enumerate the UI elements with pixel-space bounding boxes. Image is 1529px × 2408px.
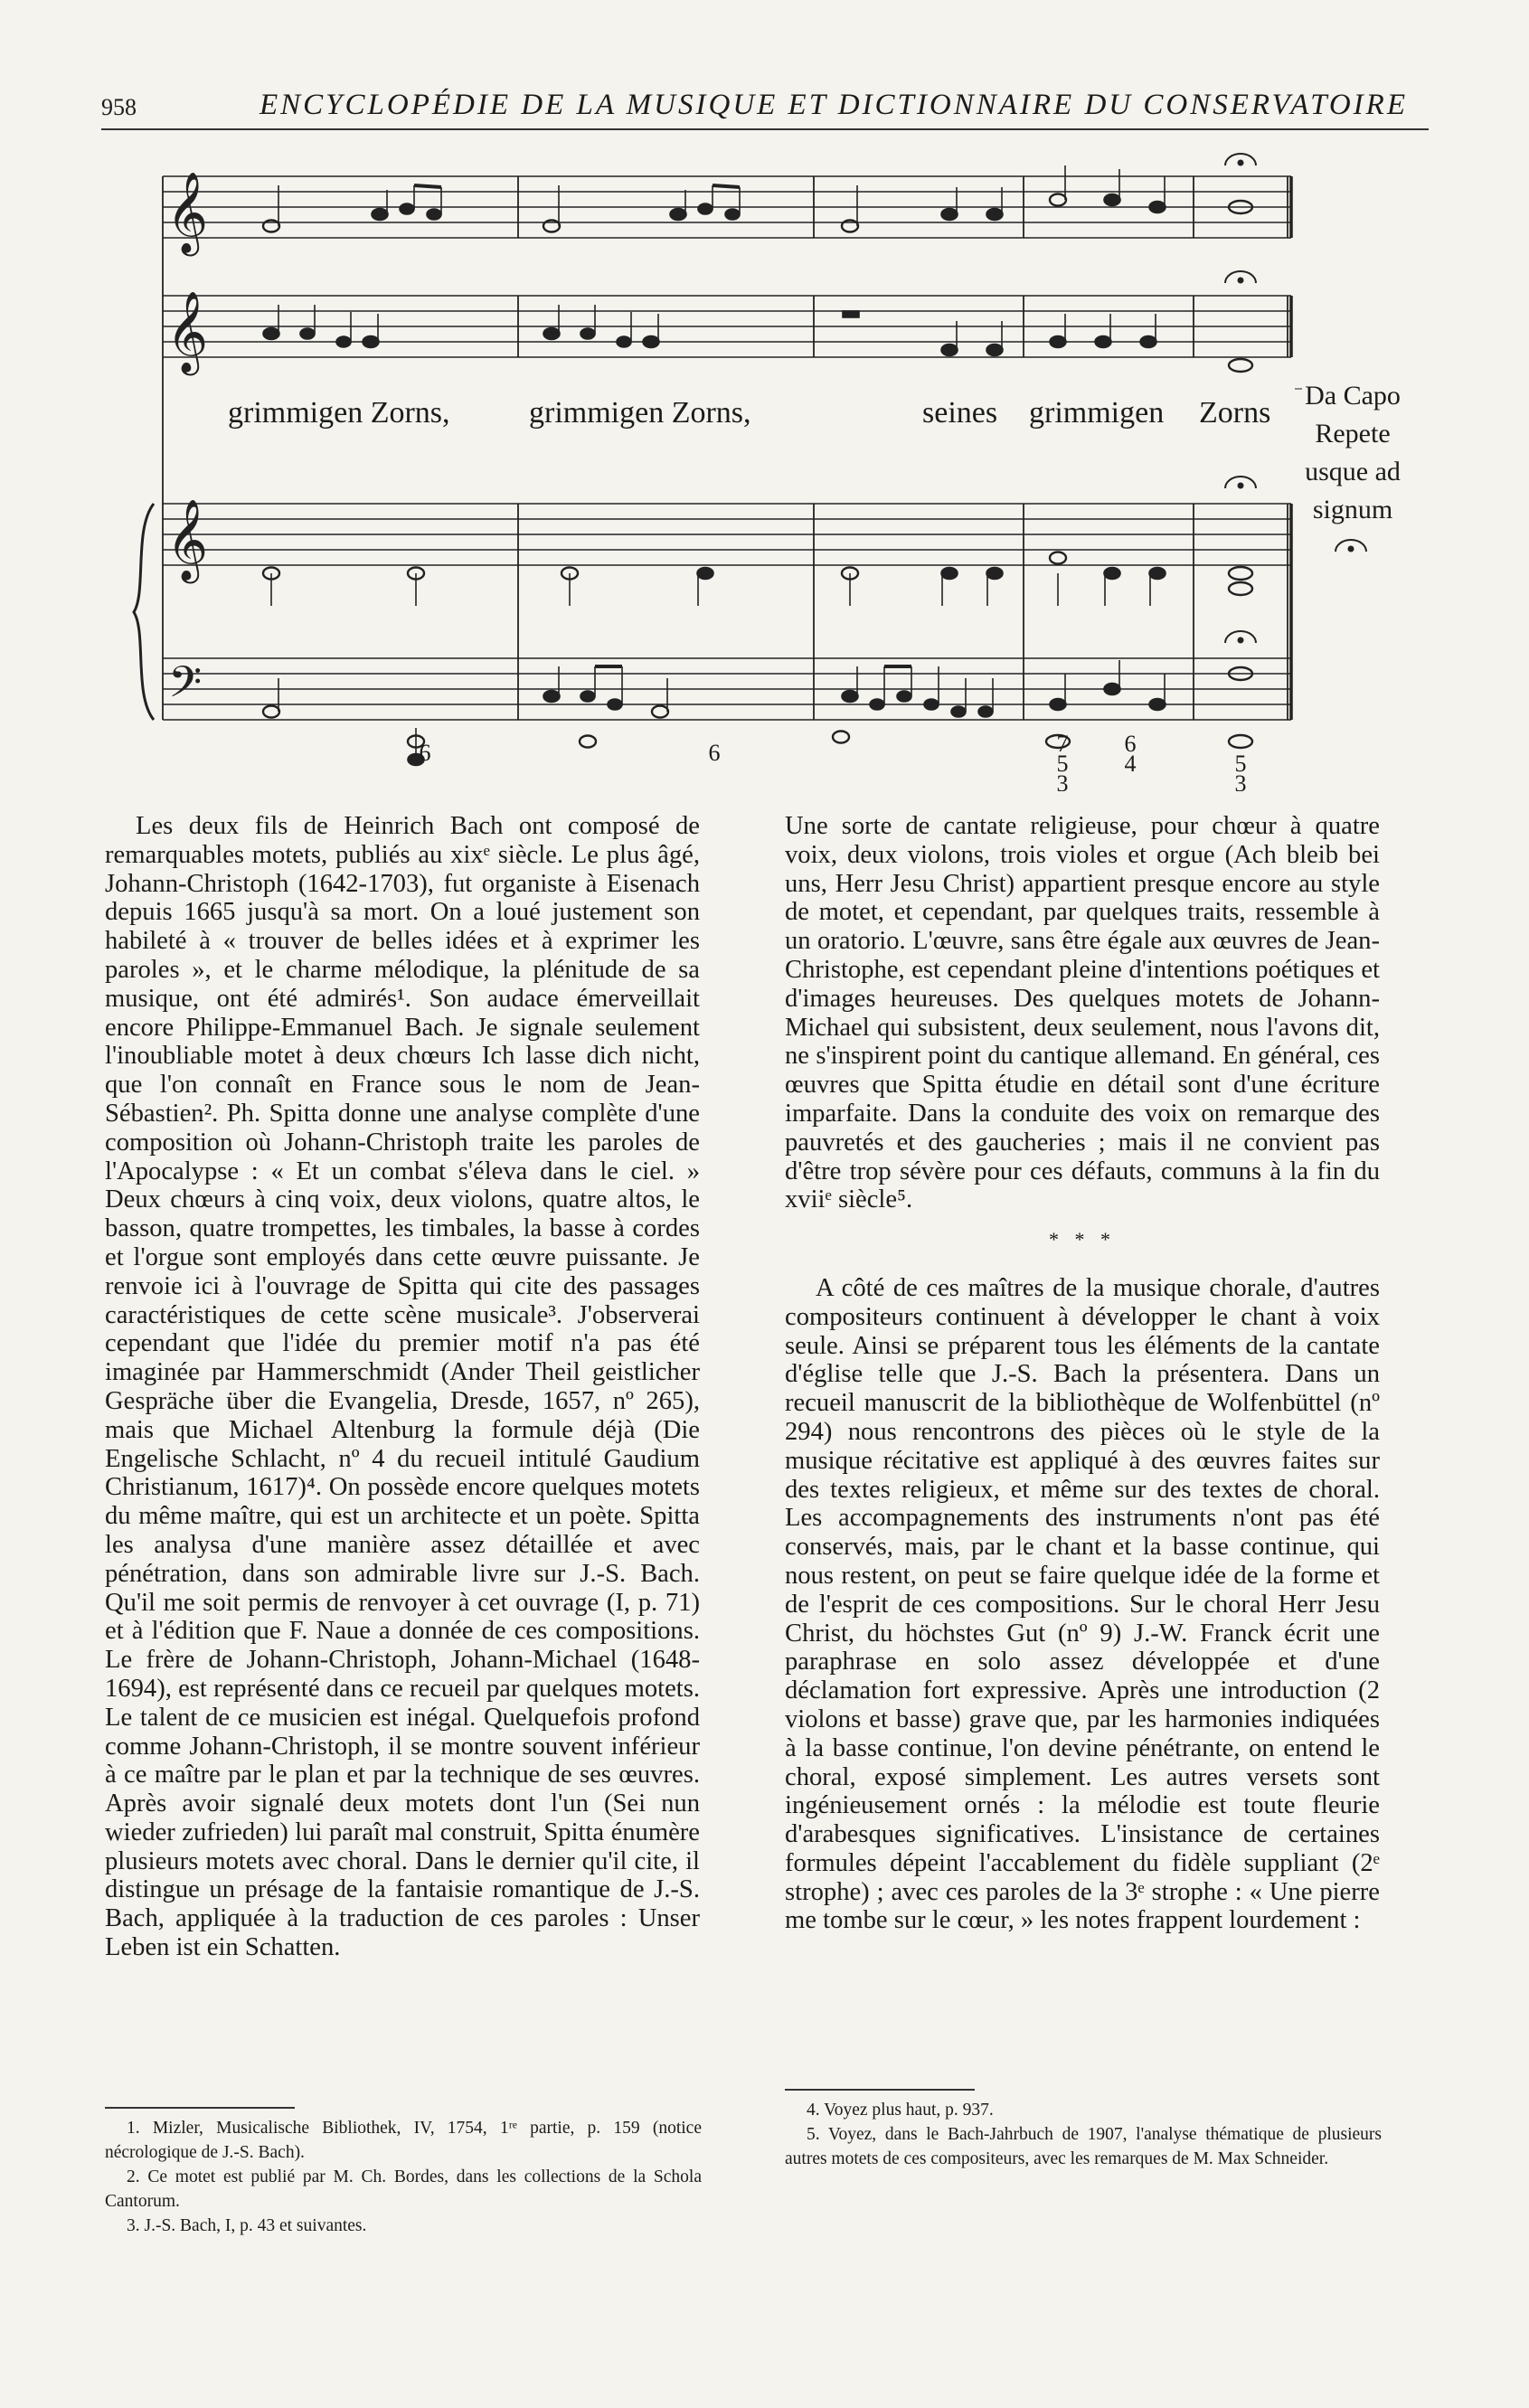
staff-voice — [163, 296, 1291, 357]
music-score — [127, 149, 1456, 791]
footnote: 5. Voyez, dans le Bach-Jahrbuch de 1907, l'analyse thématique de plusieurs autres motets de ces compositeurs, avec les remarques de M. Max Schneider. — [785, 2125, 1382, 2168]
footnote: 4. Voyez plus haut, p. 937. — [807, 2101, 994, 2120]
paragraph: A côté de ces maîtres de la musique chorale, d'autres compositeurs continuent à développer le chant à voix seule. Ainsi se préparent tous les éléments de la cantate d'église telle que J.-S. Bach la présentera. Dans un recueil manuscrit de la bibliothèque de Wolfenbüttel (nº 294) nous rencontrons des pièces où le style de la musique récitative est appliqué à des œuvres faites sur des textes religieux, et même sur des textes de choral. Les accompagnements des instruments n'ont pas été conservés, mais, par le chant et la basse continue, qui nous restent, on peut se faire quelque idée de la forme et de l'esprit de ces compositions. Sur le choral Herr Jesu Christ, du höchstes Gut (nº 9) J.-W. Franck écrit une paraphrase en solo assez développée et d'une déclamation fort expressive. Après une introduction (2 violons et basse) grave que, par les harmonies indiquées à la basse continue, l'on devine pénétrante, on entend le choral, exposé simplement. Les autres versets sont ingénieusement ornés : la mélodie est toute fleurie d'arabesques significatives. L'insistance de certaines formules dépeint l'accablement du fidèle suppliant (2ᵉ strophe) ; avec ces paroles de la 3ᵉ strophe : « Une pierre me tombe sur le cœur, » les notes frappent lourdement : — [785, 1273, 1380, 1935]
running-title: ENCYCLOPÉDIE DE LA MUSIQUE ET DICTIONNAIRE DU CONSERVATOIRE — [260, 89, 1408, 121]
lyric: grimmigen — [1029, 396, 1165, 430]
footnote: 2. Ce motet est publié par M. Ch. Bordes, dans les collections de la Schola Cantorum. — [105, 2167, 702, 2211]
lyric: grimmigen Zorns, — [529, 396, 751, 430]
paragraph: Les deux fils de Heinrich Bach ont composé de remarquables motets, publiés au xixᵉ siècle. Le plus âgé, Johann-Christoph (1642-1703), fut organiste à Eisenach depuis 1665 jusqu'à sa mort. On a loué justement son habileté à « trouver de belles idées et à exprimer les paroles », et le charme mélodique, la plénitude de sa musique, ont été admirés¹. Son audace émerveillait encore Philippe-Emmanuel Bach. Je signale seulement l'inoubliable motet à deux chœurs Ich lasse dich nicht, que l'on connaît en France sous le nom de Jean-Sébastien². Ph. Spitta donne une analyse complète d'une composition où Johann-Christoph traite les paroles de l'Apocalypse : « Et un combat s'éleva dans le ciel. » Deux chœurs à cinq voix, deux violons, quatre altos, le basson, quatre trompettes, les timbales, la basse à cordes et l'orgue sont employés dans cette œuvre puissante. Je renvoie ici à l'ouvrage de Spitta qui cite des passages caractéristiques de cette scène musicale³. J'observerai cependant que l'idée du premier motif n'a pas été imaginée par Hammerschmidt (Ander Theil geistlicher Gespräche über die Evangelia, Dresde, 1657, nº 265), mais que Michael Altenburg la formule déjà (Die Engelische Schlacht, nº 4 du recueil intitulé Gaudium Christianum, 1617)⁴. On possède encore quelques motets du même maître, qui est un architecte et un poète. Spitta les analysa d'une manière assez détaillée et avec pénétration, dans son admirable livre sur J.-S. Bach. Qu'il me soit permis de renvoyer à cet ouvrage (I, p. 71) et à l'édition que F. Naue a donnée de ces compositions. Le frère de Johann-Christoph, Johann-Michael (1648-1694), est représenté dans ce recueil par quelques motets. Le talent de ce musicien est inégal. Quelquefois profond comme Johann-Christoph, il se montre souvent inférieur à ce maître par le plan et par la technique de ses œuvres. Après avoir signalé deux motets dont l'un (Sei nun wieder zufrieden) lui paraît mal construit, Spitta énumère plusieurs motets avec choral. Dans le dernier qu'il cite, il distingue un présage de la fantaisie romantique de J.-S. Bach, appliquée à la traduction de ces paroles : Unser Leben ist ein Schatten. — [105, 812, 700, 1962]
footnote-rule — [105, 2107, 295, 2109]
figured-bass: 5 — [1056, 751, 1069, 777]
footnote-rule — [785, 2089, 975, 2091]
treble-clef-icon: 𝄞 — [166, 291, 209, 373]
paragraph: Une sorte de cantate religieuse, pour chœur à quatre voix, deux violons, trois violes et orgue (Ach bleib bei uns, Herr Jesu Christ) appartient presque encore au style de motet, et cependant, par quelques traits, ressemble à un oratorio. L'œuvre, sans être égale aux œuvres de Jean-Christophe, est cependant pleine d'intentions poétiques et d'images heureuses. Des quelques motets de Johann-Michael qui subsistent, deux seulement, nous l'avons dit, ne s'inspirent point du cantique allemand. En général, ces œuvres que Spitta étudie en détail sont d'une écriture imparfaite. Dans la conduite des voix on remarque des pauvretés et des gaucheries ; mais il ne convient pas d'être trop sévère pour ces défauts, communs à la fin du xviiᵉ siècle⁵. — [785, 812, 1380, 1214]
section-divider: * * * — [1049, 1228, 1116, 1251]
bass-clef-icon: 𝄢 — [168, 656, 203, 718]
treble-clef-icon: 𝄞 — [166, 172, 209, 253]
figured-bass: 3 — [1234, 770, 1247, 791]
figured-bass: 4 — [1124, 751, 1137, 777]
figured-bass: 6 — [708, 740, 721, 766]
footnotes-left — [105, 2116, 702, 2238]
running-header — [101, 87, 1429, 130]
direction-line: Da Capo — [1305, 381, 1401, 411]
lyric: Zorns — [1199, 396, 1271, 430]
footnotes-right — [785, 2098, 1382, 2171]
page-number: 958 — [101, 94, 137, 120]
staff-bass-keyboard — [163, 658, 1291, 720]
footnote: 3. J.-S. Bach, I, p. 43 et suivantes. — [127, 2216, 367, 2235]
left-column — [105, 812, 700, 1962]
figured-bass: 7 — [1056, 731, 1069, 757]
figured-bass: 5 — [1234, 751, 1247, 777]
figured-bass: 6 — [1124, 731, 1137, 757]
direction-line: usque ad — [1305, 457, 1401, 486]
direction-line: signum — [1312, 495, 1393, 524]
figured-bass: 3 — [1056, 770, 1069, 791]
staff-treble-keyboard — [163, 504, 1291, 565]
treble-clef-icon: 𝄞 — [166, 499, 209, 581]
grand-staff-brace — [134, 504, 154, 720]
lyric: grimmigen Zorns, — [228, 396, 450, 430]
footnote: 1. Mizler, Musicalische Bibliothek, IV, 1754, 1ʳᵉ partie, p. 159 (notice nécrologique de J.-S. Bach). — [105, 2119, 702, 2162]
right-column — [785, 812, 1380, 1935]
figured-bass: 6 — [419, 740, 431, 766]
direction-line: Repete — [1315, 419, 1391, 449]
lyric: seines — [922, 396, 998, 430]
